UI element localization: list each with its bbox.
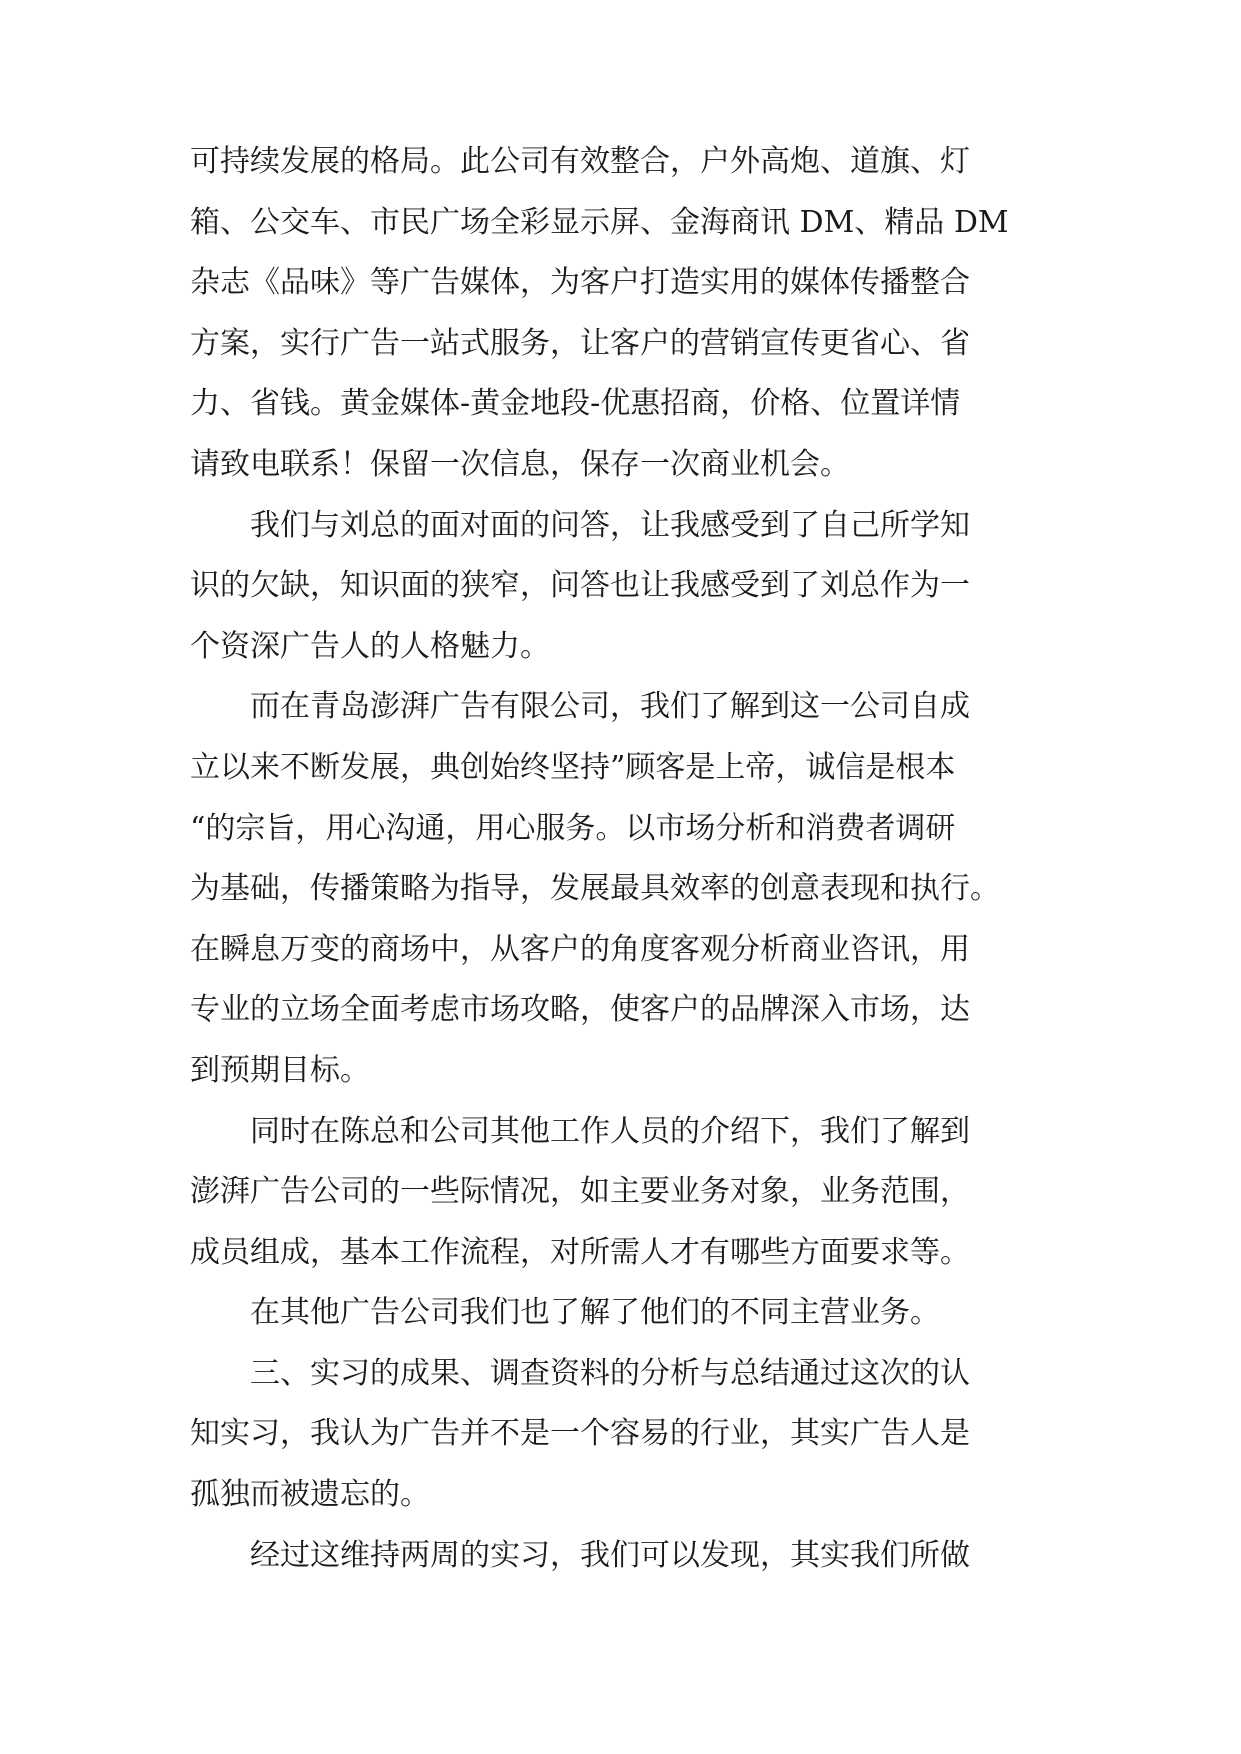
paragraph-first-line: 而在青岛澎湃广告有限公司，我们了解到这一公司自成 (250, 689, 970, 725)
text-line: “的宗旨，用心沟通，用心服务。以市场分析和消费者调研 (190, 810, 956, 846)
text-line: 力、省钱。黄金媒体-黄金地段-优惠招商，价格、位置详情 (190, 386, 961, 422)
text-line: 到预期目标。 (190, 1052, 370, 1088)
text-line: 杂志《品味》等广告媒体，为客户打造实用的媒体传播整合 (190, 265, 970, 301)
text-line: 知实习，我认为广告并不是一个容易的行业，其实广告人是 (190, 1416, 970, 1452)
text-line: 为基础，传播策略为指导，发展最具效率的创意表现和执行。 (190, 871, 1000, 907)
paragraph-first-line: 同时在陈总和公司其他工作人员的介绍下，我们了解到 (250, 1113, 970, 1149)
text-line: 请致电联系！保留一次信息，保存一次商业机会。 (190, 446, 850, 482)
text-line: 成员组成，基本工作流程，对所需人才有哪些方面要求等。 (190, 1234, 970, 1270)
text-line: 可持续发展的格局。此公司有效整合，户外高炮、道旗、灯 (190, 144, 970, 179)
text-line: 识的欠缺，知识面的狭窄，问答也让我感受到了刘总作为一 (190, 568, 970, 604)
text-line: 专业的立场全面考虑市场攻略，使客户的品牌深入市场，达 (190, 992, 970, 1028)
text-line: 箱、公交车、市民广场全彩显示屏、金海商讯 DM、精品 DM (190, 204, 1009, 240)
text-line: 立以来不断发展，典创始终坚持”顾客是上帝，诚信是根本 (190, 749, 956, 785)
text-line: 方案，实行广告一站式服务，让客户的营销宣传更省心、省 (190, 325, 970, 361)
text-line: 在瞬息万变的商场中，从客户的角度客观分析商业咨讯，用 (190, 931, 970, 967)
text-line: 个资深广告人的人格魅力。 (190, 628, 550, 664)
paragraph-first-line: 三、实习的成果、调查资料的分析与总结通过这次的认 (250, 1355, 970, 1391)
text-line: 孤独而被遗忘的。 (190, 1477, 430, 1513)
text-line: 澎湃广告公司的一些际情况，如主要业务对象，业务范围， (190, 1174, 970, 1210)
paragraph-first-line: 我们与刘总的面对面的问答，让我感受到了自己所学知 (250, 507, 970, 543)
paragraph-first-line: 在其他广告公司我们也了解了他们的不同主营业务。 (250, 1295, 940, 1331)
document-body (190, 132, 1060, 1586)
paragraph-first-line: 经过这维持两周的实习，我们可以发现，其实我们所做 (250, 1537, 970, 1573)
